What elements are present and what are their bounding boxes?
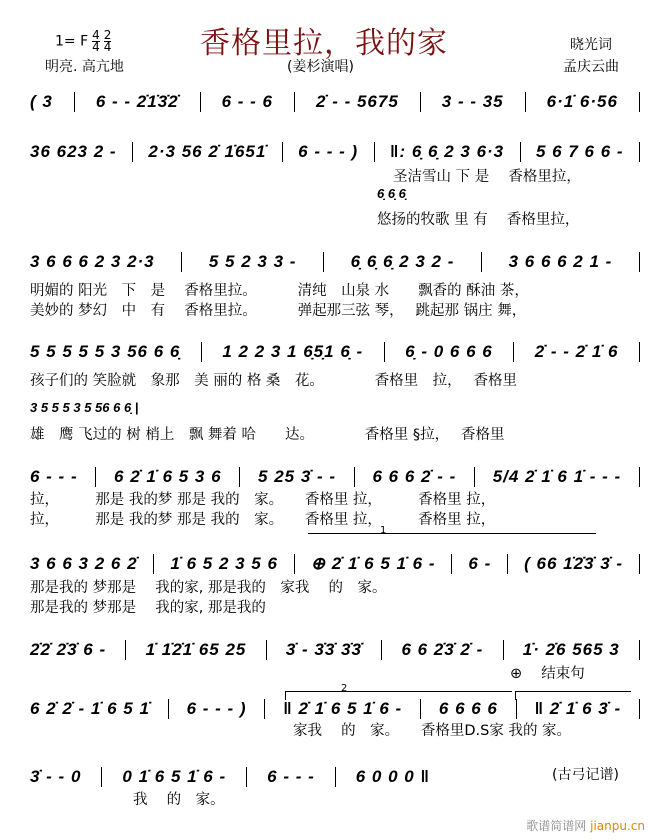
ending-bracket — [515, 691, 631, 700]
barline — [294, 92, 295, 112]
barline — [95, 467, 96, 487]
barline — [639, 252, 640, 272]
measure: 3 6 6 3 2 6 2̇ — [30, 554, 138, 573]
barline — [639, 554, 640, 574]
barline — [525, 92, 526, 112]
measure: 6̣ 6̣ 6̣ 2 3 2 - — [350, 252, 455, 271]
measure: ⊕ 2̇ 1̇ 6 5 1̇ 6 - — [310, 554, 436, 573]
barline — [474, 467, 475, 487]
lyric-line: 家我 的 家。 香格里D.S家 我的 家。 — [293, 723, 572, 739]
barline — [294, 554, 295, 574]
barline — [420, 699, 421, 719]
lyric-line: 拉， 那是 我的梦 那是 我的 家。 香格里 拉， 香格里 拉， — [30, 512, 496, 528]
barline — [516, 699, 517, 719]
barline — [503, 640, 504, 660]
barline — [101, 767, 102, 787]
key: 1= F — [55, 33, 89, 50]
barline — [374, 142, 375, 162]
score-row — [30, 552, 640, 576]
lyric-line: 悠扬的牧歌 里 有 香格里拉， — [377, 212, 580, 228]
measure: 6 - - - ) — [186, 699, 247, 718]
barline — [520, 142, 521, 162]
measure: 6·1̇ 6·56 — [546, 92, 618, 111]
measure: 3 6 6 6 2 1 - — [508, 252, 613, 271]
measure: ‖ 2̇ 1̇ 6 3̇ - — [534, 699, 622, 718]
lyric-line: 明媚的 阳光 下 是 香格里拉。 清纯 山泉 水 飘香的 酥油 茶， — [30, 283, 529, 299]
song-title: 香格里拉，我的家 — [200, 26, 448, 61]
barline — [420, 92, 421, 112]
measure: 6 6 6 6 — [438, 699, 498, 718]
measure: 6 6 6 2̇ - - — [372, 467, 457, 486]
barline — [639, 342, 640, 362]
barline — [335, 767, 336, 787]
key-signature — [55, 30, 111, 53]
barline — [639, 142, 640, 162]
measure: 6 - — [468, 554, 492, 573]
barline — [384, 342, 385, 362]
alt-notes: 3 5 5 5 3 5 56 6 6̣ | — [30, 400, 139, 415]
barline — [451, 554, 452, 574]
measure: 6 - - 6 — [221, 92, 274, 111]
measure: 6 2̇ 2̇ - 1̇ 6 5 1̇ — [30, 699, 150, 718]
measure: 6 0 0 0 ‖ — [355, 767, 430, 786]
barline — [132, 142, 133, 162]
measure: 2·3 56 2̇ 1̇651̇ — [148, 142, 267, 161]
barline — [201, 342, 202, 362]
watermark: 歌谱简谱网 jianpu.cn — [526, 819, 645, 833]
measure: ‖ 2̇ 1̇ 6 5 1̇ 6 - — [283, 699, 403, 718]
time-signature-2-4: $\frac{2}{4}$ — [103, 28, 112, 54]
measure: 6 2̇ 1̇ 6 5 3 6 — [114, 467, 222, 486]
barline — [125, 640, 126, 660]
barline — [639, 699, 640, 719]
lyric-line: 我 的 家。 — [133, 792, 225, 808]
measure: 5 25 3̇ - - — [258, 467, 337, 486]
singer: (姜杉演唱) — [287, 59, 354, 75]
composer: 孟庆云曲 — [563, 59, 619, 75]
measure: ‖: 6̣ 6̣ 2 3 6·3 — [390, 142, 505, 161]
score-row — [30, 340, 640, 364]
score-row — [30, 697, 640, 721]
measure: 1̇· 2̇6 565 3 — [522, 640, 620, 659]
lyric-line: 那是我的 梦那是 我的家, 那是我的 家我 的 家。 — [30, 580, 387, 596]
measure: 5 5 5 5 5 3 56 6 6̣ — [30, 342, 181, 361]
measure: 1̇ 1̇2̇1̇ 65 25 — [145, 640, 247, 659]
barline — [153, 554, 154, 574]
measure: 6 - - - — [267, 767, 315, 786]
measure: 5 5 2 3 3 - — [208, 252, 297, 271]
barline — [282, 142, 283, 162]
lyric-line: 拉， 那是 我的梦 那是 我的 家。 香格里 拉， 香格里 拉， — [30, 492, 496, 508]
barline — [74, 92, 75, 112]
measure: 2̇ - - 2̇ 1̇ 6 — [534, 342, 619, 361]
alt-notes: 6̣ 6̣ 6̣ — [377, 186, 406, 201]
time-signature-4-4: $\frac{4}{4}$ — [92, 28, 100, 54]
score-row — [30, 465, 640, 489]
barline — [639, 467, 640, 487]
volta-2: 2 — [285, 691, 512, 700]
coda-ending-label: ⊕ 结束句 — [510, 666, 585, 682]
measure: 6 - - 2̇1̇3̇2̇ — [95, 92, 179, 111]
measure: 2̇2̇ 2̇3̇ 6 - — [30, 640, 107, 659]
measure: 6̣ - 0 6 6 6 — [405, 342, 493, 361]
measure: 3 - - 35 — [441, 92, 504, 111]
lyric-line: 圣洁雪山 下 是 香格里拉， — [393, 169, 581, 185]
measure: 1 2 2 3 1 6̣5̣1 6̣ - — [222, 342, 364, 361]
measure: 6 - - - ) — [298, 142, 359, 161]
score-row — [30, 140, 640, 164]
volta-1: 1 — [308, 533, 596, 542]
score-row — [30, 638, 640, 662]
measure: 36 623 2 - — [30, 142, 117, 161]
score-row — [30, 250, 640, 274]
measure: 1̇ 6 5 2 3 5 6 — [170, 554, 278, 573]
measure: 3 6 6 6 2 3 2·3 — [30, 252, 155, 271]
barline — [168, 699, 169, 719]
lyric-line: 美妙的 梦幻 中 有 香格里拉。 弹起那三弦 琴， 跳起那 锅庄 舞， — [30, 303, 527, 319]
barline — [381, 640, 382, 660]
lyric-line: 孩子们的 笑脸就 象那 美 丽的 格 桑 花。 香格里 拉， 香格里 — [30, 373, 518, 389]
barline — [481, 252, 482, 272]
barline — [181, 252, 182, 272]
barline — [323, 252, 324, 272]
transcriber-credit: (古弓记谱) — [552, 767, 619, 783]
barline — [266, 640, 267, 660]
measure: 0 1̇ 6 5 1̇ 6 - — [122, 767, 227, 786]
measure: 3̇ - 3̇3̇ 3̇3̇ — [285, 640, 362, 659]
measure: 5 6 7 6 6 - — [535, 142, 624, 161]
barline — [246, 767, 247, 787]
measure: 6 - - - — [30, 467, 78, 486]
measure: 3̇ - - 0 — [30, 767, 82, 786]
tempo-mood: 明亮. 高亢地 — [45, 59, 124, 75]
measure: ( 3 — [30, 92, 53, 111]
barline — [354, 467, 355, 487]
barline — [513, 342, 514, 362]
barline — [507, 554, 508, 574]
lyric-line: 雄 鹰 飞过的 树 梢上 飘 舞着 哈 达。 香格里 §拉， 香格里 — [30, 427, 505, 443]
lyricist: 晓光词 — [570, 37, 612, 53]
barline — [639, 92, 640, 112]
score-row — [30, 765, 430, 789]
barline — [200, 92, 201, 112]
barline — [264, 699, 265, 719]
lyric-line: 那是我的 梦那是 我的家, 那是我的 — [30, 600, 266, 616]
barline — [639, 640, 640, 660]
measure: 6 6 2̇3̇ 2̇ - — [401, 640, 484, 659]
measure: 5/4 2̇ 1̇ 6 1̇ - - - — [492, 467, 622, 486]
score-row — [30, 90, 640, 114]
measure: 2̇ - - 5675 — [316, 92, 399, 111]
barline — [239, 467, 240, 487]
measure: ( 66 1̇2̇3̇ 3̇ - — [524, 554, 624, 573]
